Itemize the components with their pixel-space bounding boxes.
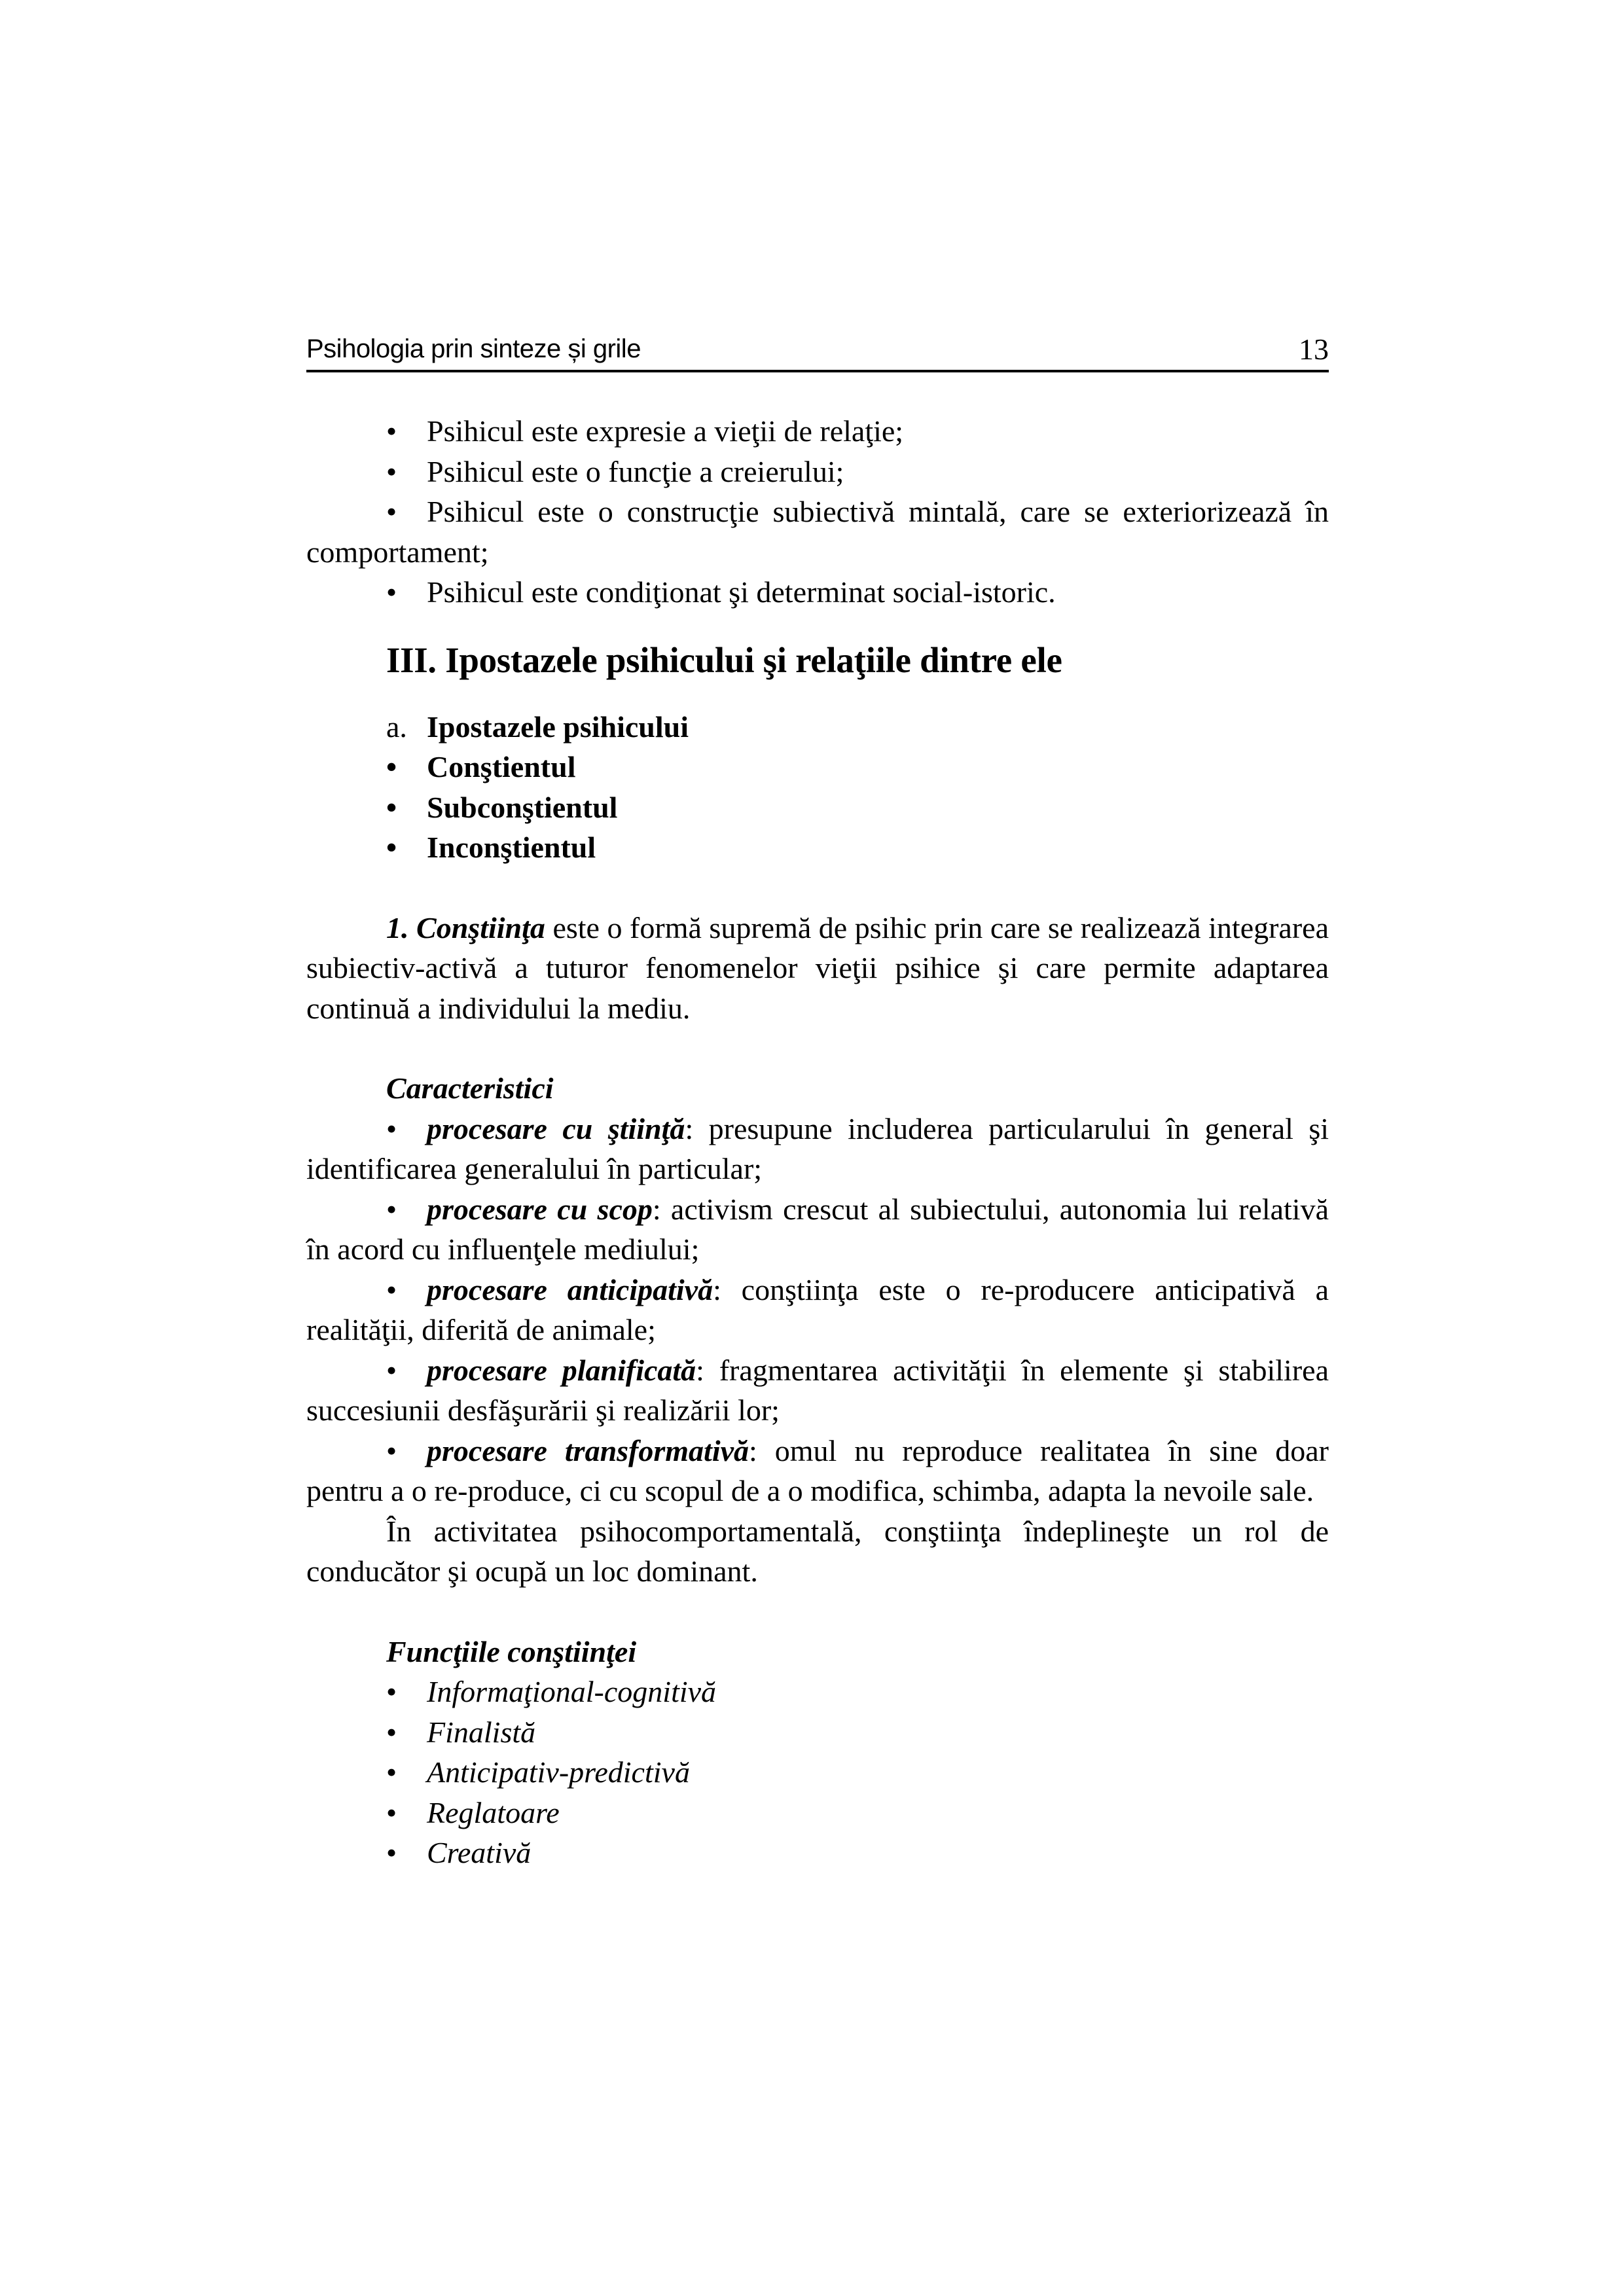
bullet-icon: • — [386, 1715, 397, 1749]
intro-bullet: • Psihicul este o funcţie a creierului; — [306, 452, 1329, 492]
subsection-label: a. — [386, 709, 407, 744]
characteristic-item: • procesare cu ştiinţă: presupune includerea particularului în general şi identificarea generalului în particular; — [306, 1109, 1329, 1189]
bullet-icon: • — [386, 575, 397, 609]
intro-bullet: • Psihicul este expresie a vieţii de relaţie; — [306, 411, 1329, 452]
function-item: • Finalistă — [306, 1712, 1329, 1753]
characteristics-heading: Caracteristici — [386, 1071, 554, 1105]
subsection-title: a. Ipostazele psihicului — [306, 707, 1329, 747]
spacer — [306, 868, 1329, 908]
spacer — [306, 1028, 1329, 1068]
page-body — [306, 411, 1329, 1873]
bullet-icon: • — [386, 414, 397, 448]
definition-paragraph: 1. Conştiinţa este o formă supremă de psihic prin care se realizează integrarea subiectiv-activă a tuturor fenomenelor vieţii psihice şi care permite adaptarea continuă a individului la mediu. — [306, 910, 1329, 1025]
definition-number: 1. — [386, 910, 409, 944]
ipostaza-item: • Conştientul — [306, 747, 1329, 787]
bullet-icon: • — [386, 750, 397, 783]
bullet-icon: • — [386, 831, 397, 864]
bullet-icon: • — [386, 1433, 397, 1467]
ipostaza-item: • Inconştientul — [306, 827, 1329, 868]
bullet-icon: • — [386, 1353, 397, 1387]
definition-term: Conştiinţa — [416, 910, 545, 944]
functions-heading: Funcţiile conştiinţei — [386, 1634, 637, 1668]
bullet-icon: • — [386, 1272, 397, 1306]
characteristic-item: • procesare planificată: fragmentarea activităţii în elemente şi stabilirea succesiunii desfăşurării şi realizării lor; — [306, 1350, 1329, 1431]
spacer — [306, 1592, 1329, 1632]
function-item: • Informaţional-cognitivă — [306, 1672, 1329, 1712]
ipostaza-item: • Subconştientul — [306, 787, 1329, 828]
bullet-icon: • — [386, 1755, 397, 1789]
bullet-icon: • — [386, 790, 397, 824]
characteristic-item: • procesare cu scop: activism crescut al subiectului, autonomia lui relativă în acord cu influenţele mediului; — [306, 1189, 1329, 1270]
function-item: • Anticipativ-predictivă — [306, 1752, 1329, 1793]
bullet-icon: • — [386, 1111, 397, 1145]
characteristic-item: • procesare anticipativă: conştiinţa este o re-producere anticipativă a realităţii, diferită de animale; — [306, 1270, 1329, 1350]
function-item: • Reglatoare — [306, 1793, 1329, 1833]
function-item: • Creativă — [306, 1833, 1329, 1873]
bullet-icon: • — [386, 1192, 397, 1226]
running-header — [306, 331, 1329, 372]
bullet-icon: • — [386, 1836, 397, 1869]
bullet-icon: • — [386, 454, 397, 488]
section-heading: III. Ipostazele psihicului şi relaţiile dintre ele — [386, 639, 1062, 680]
bullet-icon: • — [386, 1675, 397, 1708]
characteristics-closing: În activitatea psihocomportamentală, conştiinţa îndeplineşte un rol de conducător şi ocupă un loc dominant. — [306, 1514, 1329, 1588]
characteristic-item: • procesare transformativă: omul nu reproduce realitatea în sine doar pentru a o re-produce, ci cu scopul de a o modifica, schimba, adapta la nevoile sale. — [306, 1431, 1329, 1511]
running-title: Psihologia prin sinteze și grile — [306, 334, 641, 363]
bullet-icon: • — [386, 495, 397, 528]
intro-bullet: • Psihicul este condiţionat şi determinat social-istoric. — [306, 572, 1329, 613]
bullet-icon: • — [386, 1795, 397, 1829]
page-number: 13 — [1299, 332, 1329, 366]
intro-bullet: • Psihicul este o construcţie subiectivă mintală, care se exteriorizează în comportament; — [306, 492, 1329, 572]
